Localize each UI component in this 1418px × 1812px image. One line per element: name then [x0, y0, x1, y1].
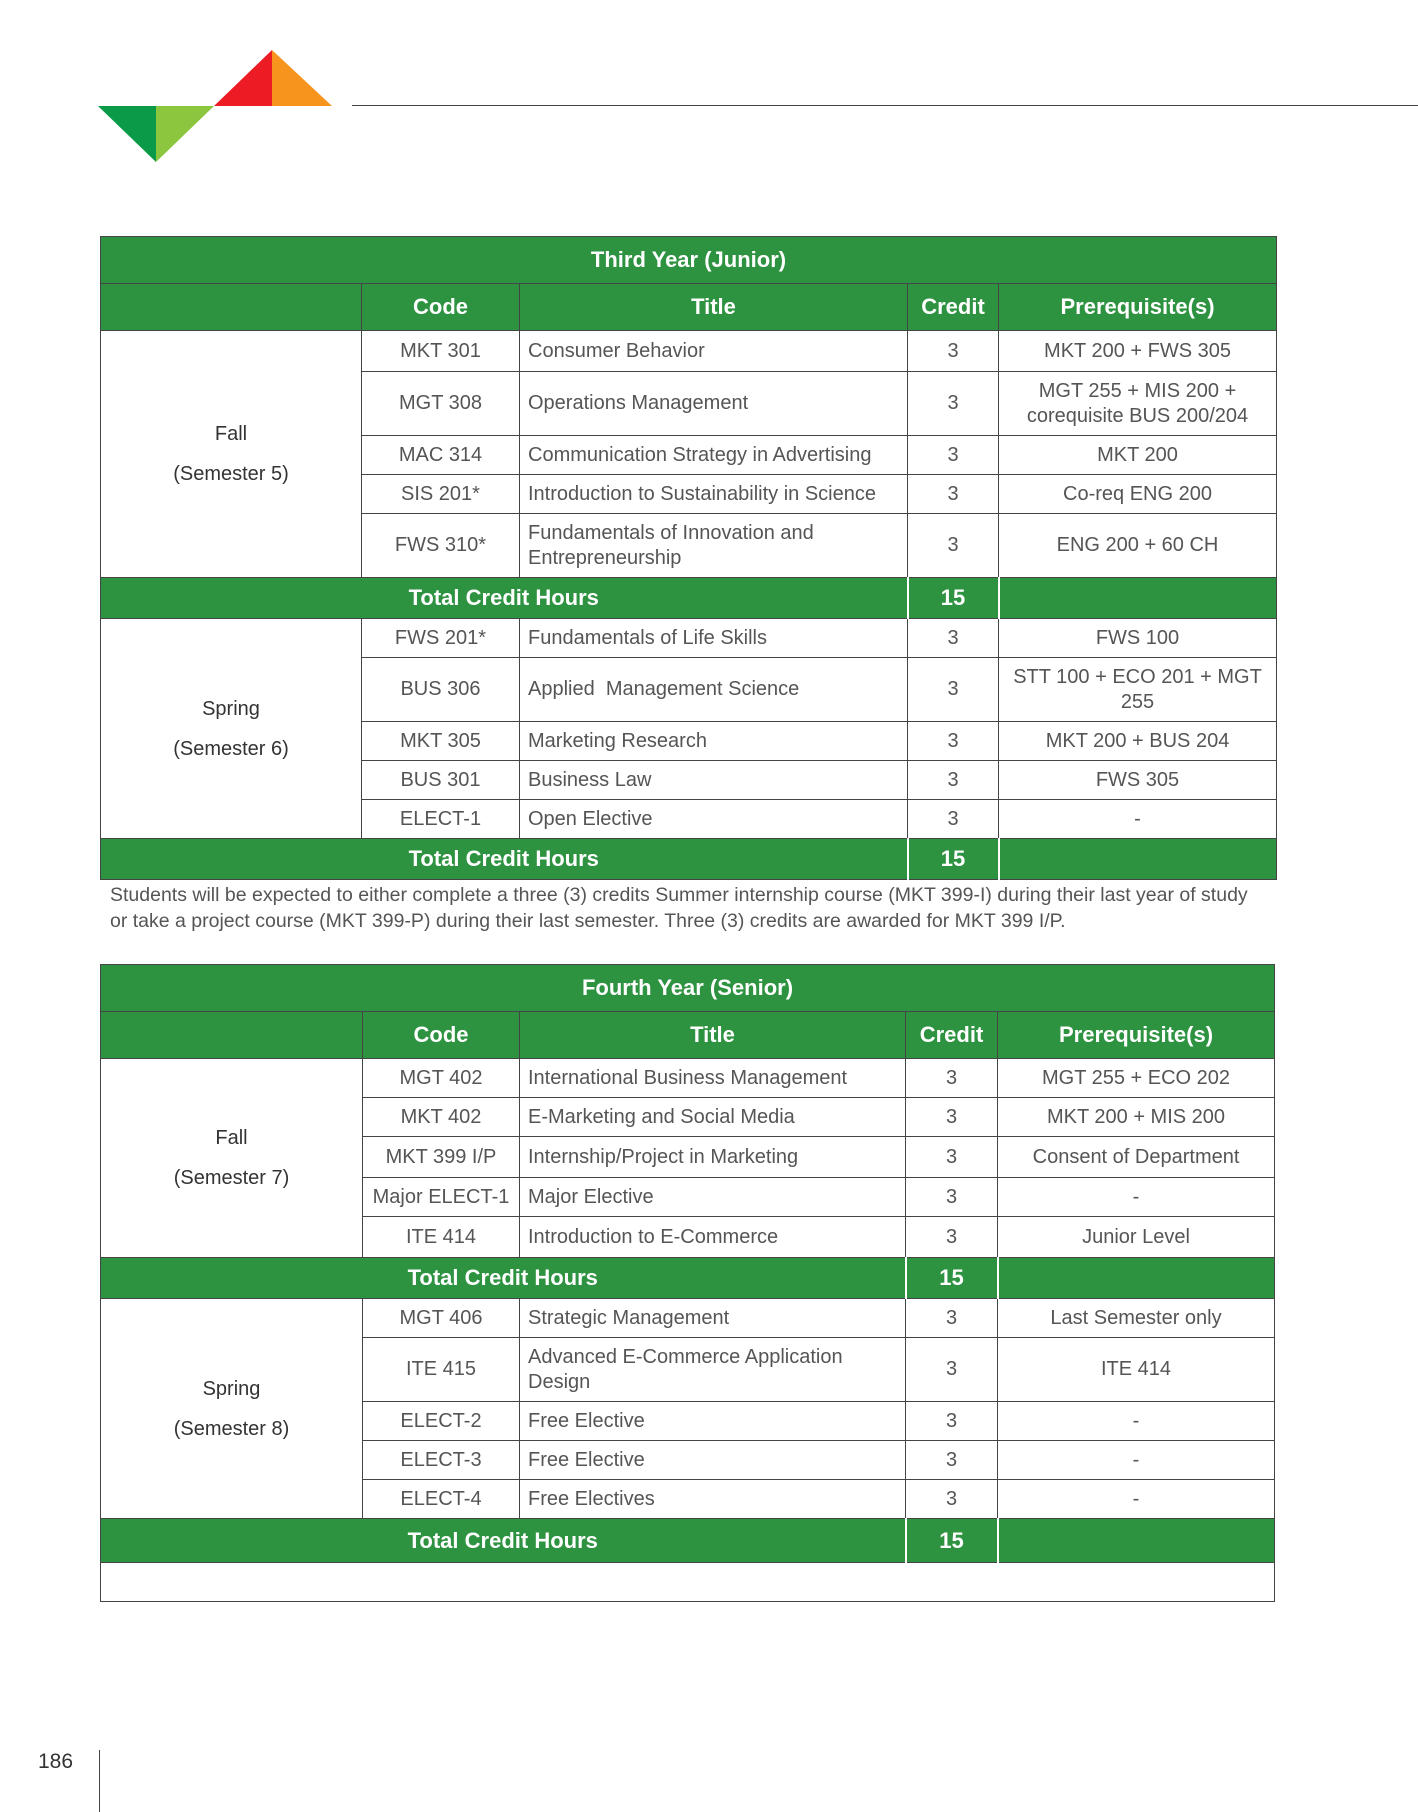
table-title: Fourth Year (Senior) [101, 965, 1275, 1012]
course-title: Applied Management Science [520, 658, 908, 722]
course-credit: 3 [908, 475, 999, 514]
header-credit: Credit [906, 1012, 998, 1059]
total-credits: 15 [908, 578, 999, 619]
total-blank [999, 578, 1277, 619]
header-prereq: Prerequisite(s) [999, 284, 1277, 331]
course-prereq: - [998, 1402, 1275, 1441]
course-title: Consumer Behavior [520, 331, 908, 372]
course-prereq: Junior Level [998, 1217, 1275, 1258]
course-title: Introduction to E-Commerce [520, 1217, 906, 1258]
page-number: 186 [38, 1750, 74, 1773]
course-code: MGT 308 [362, 372, 520, 436]
course-prereq: Last Semester only [998, 1299, 1275, 1338]
course-code: BUS 306 [362, 658, 520, 722]
table-row [101, 619, 1277, 658]
course-code: MKT 301 [362, 331, 520, 372]
course-code: SIS 201* [362, 475, 520, 514]
course-code: ELECT-4 [363, 1480, 520, 1519]
fourth-year-table [100, 964, 1275, 1602]
course-title: Strategic Management [520, 1299, 906, 1338]
course-prereq: FWS 100 [999, 619, 1277, 658]
total-row [101, 578, 1277, 619]
total-credits: 15 [906, 1258, 998, 1299]
course-prereq: - [998, 1441, 1275, 1480]
course-credit: 3 [906, 1480, 998, 1519]
header-credit: Credit [908, 284, 999, 331]
course-code: BUS 301 [362, 761, 520, 800]
course-title: Introduction to Sustainability in Science [520, 475, 908, 514]
course-code: MGT 402 [363, 1059, 520, 1098]
table-row [101, 1299, 1275, 1338]
course-credit: 3 [908, 800, 999, 839]
course-title: Free Electives [520, 1480, 906, 1519]
course-prereq: MKT 200 [999, 436, 1277, 475]
total-label: Total Credit Hours [101, 1519, 906, 1563]
semester-cell: Fall (Semester 5) [101, 331, 362, 578]
course-title: Fundamentals of Life Skills [520, 619, 908, 658]
semester-cell: Spring (Semester 6) [101, 619, 362, 839]
course-code: MGT 406 [363, 1299, 520, 1338]
course-title: Internship/Project in Marketing [520, 1137, 906, 1178]
header-title: Title [520, 1012, 906, 1059]
course-prereq: MKT 200 + BUS 204 [999, 722, 1277, 761]
course-title: Major Elective [520, 1178, 906, 1217]
total-label: Total Credit Hours [101, 1258, 906, 1299]
total-credits: 15 [908, 839, 999, 880]
course-prereq: ENG 200 + 60 CH [999, 514, 1277, 578]
semester-cell: Spring (Semester 8) [101, 1299, 363, 1519]
course-title: Advanced E-Commerce Application Design [520, 1338, 906, 1402]
course-code: ELECT-1 [362, 800, 520, 839]
course-credit: 3 [906, 1137, 998, 1178]
total-label: Total Credit Hours [101, 578, 908, 619]
third-year-table [100, 236, 1277, 880]
total-blank [998, 1258, 1275, 1299]
course-title: Business Law [520, 761, 908, 800]
table-row [101, 1059, 1275, 1098]
course-credit: 3 [908, 436, 999, 475]
header-blank [101, 1012, 363, 1059]
course-code: ITE 415 [363, 1338, 520, 1402]
course-credit: 3 [908, 514, 999, 578]
course-code: ITE 414 [363, 1217, 520, 1258]
page-number-rule [99, 1750, 100, 1812]
course-title: Marketing Research [520, 722, 908, 761]
total-row [101, 1258, 1275, 1299]
course-prereq: MKT 200 + FWS 305 [999, 331, 1277, 372]
course-credit: 3 [908, 372, 999, 436]
table-title: Third Year (Junior) [101, 237, 1277, 284]
course-credit: 3 [906, 1098, 998, 1137]
course-prereq: STT 100 + ECO 201 + MGT 255 [999, 658, 1277, 722]
table-row [101, 331, 1277, 372]
semester-cell: Fall (Semester 7) [101, 1059, 363, 1258]
internship-note: Students will be expected to either complete a three (3) credits Summer internship course (MKT 399-I) during their last year of study or take a project course (MKT 399-P) during their last semester. Three (3) credits are awarded for MKT 399 I/P. [110, 884, 1248, 932]
course-title: Operations Management [520, 372, 908, 436]
course-title: Open Elective [520, 800, 908, 839]
course-prereq: Co-req ENG 200 [999, 475, 1277, 514]
total-blank [998, 1519, 1275, 1563]
course-credit: 3 [908, 331, 999, 372]
course-prereq: - [999, 800, 1277, 839]
total-blank [999, 839, 1277, 880]
total-row [101, 1519, 1275, 1563]
course-credit: 3 [908, 722, 999, 761]
course-prereq: ITE 414 [998, 1338, 1275, 1402]
course-title: Free Elective [520, 1441, 906, 1480]
header-rule [352, 105, 1418, 106]
course-credit: 3 [906, 1299, 998, 1338]
course-code: ELECT-3 [363, 1441, 520, 1480]
course-code: MKT 399 I/P [363, 1137, 520, 1178]
course-credit: 3 [906, 1059, 998, 1098]
header-title: Title [520, 284, 908, 331]
course-prereq: MKT 200 + MIS 200 [998, 1098, 1275, 1137]
course-code: MAC 314 [362, 436, 520, 475]
total-label: Total Credit Hours [101, 839, 908, 880]
course-prereq: Consent of Department [998, 1137, 1275, 1178]
course-title: E-Marketing and Social Media [520, 1098, 906, 1137]
course-code: ELECT-2 [363, 1402, 520, 1441]
course-credit: 3 [908, 619, 999, 658]
course-credit: 3 [906, 1178, 998, 1217]
logo-triangles-icon [98, 50, 338, 162]
course-title: Fundamentals of Innovation and Entrepreneurship [520, 514, 908, 578]
course-title: Free Elective [520, 1402, 906, 1441]
course-title: International Business Management [520, 1059, 906, 1098]
course-code: MKT 305 [362, 722, 520, 761]
course-credit: 3 [908, 658, 999, 722]
course-prereq: - [998, 1178, 1275, 1217]
header-prereq: Prerequisite(s) [998, 1012, 1275, 1059]
empty-cell [101, 1563, 1275, 1602]
course-credit: 3 [906, 1217, 998, 1258]
empty-footer-row [101, 1563, 1275, 1602]
course-title: Communication Strategy in Advertising [520, 436, 908, 475]
course-credit: 3 [908, 761, 999, 800]
total-row [101, 839, 1277, 880]
course-credit: 3 [906, 1402, 998, 1441]
header-blank [101, 284, 362, 331]
course-code: FWS 310* [362, 514, 520, 578]
course-code: FWS 201* [362, 619, 520, 658]
course-code: MKT 402 [363, 1098, 520, 1137]
header-code: Code [362, 284, 520, 331]
course-prereq: - [998, 1480, 1275, 1519]
course-code: Major ELECT-1 [363, 1178, 520, 1217]
course-prereq: FWS 305 [999, 761, 1277, 800]
course-credit: 3 [906, 1441, 998, 1480]
course-prereq: MGT 255 + MIS 200 + corequisite BUS 200/204 [999, 372, 1277, 436]
course-prereq: MGT 255 + ECO 202 [998, 1059, 1275, 1098]
total-credits: 15 [906, 1519, 998, 1563]
header-code: Code [363, 1012, 520, 1059]
course-credit: 3 [906, 1338, 998, 1402]
